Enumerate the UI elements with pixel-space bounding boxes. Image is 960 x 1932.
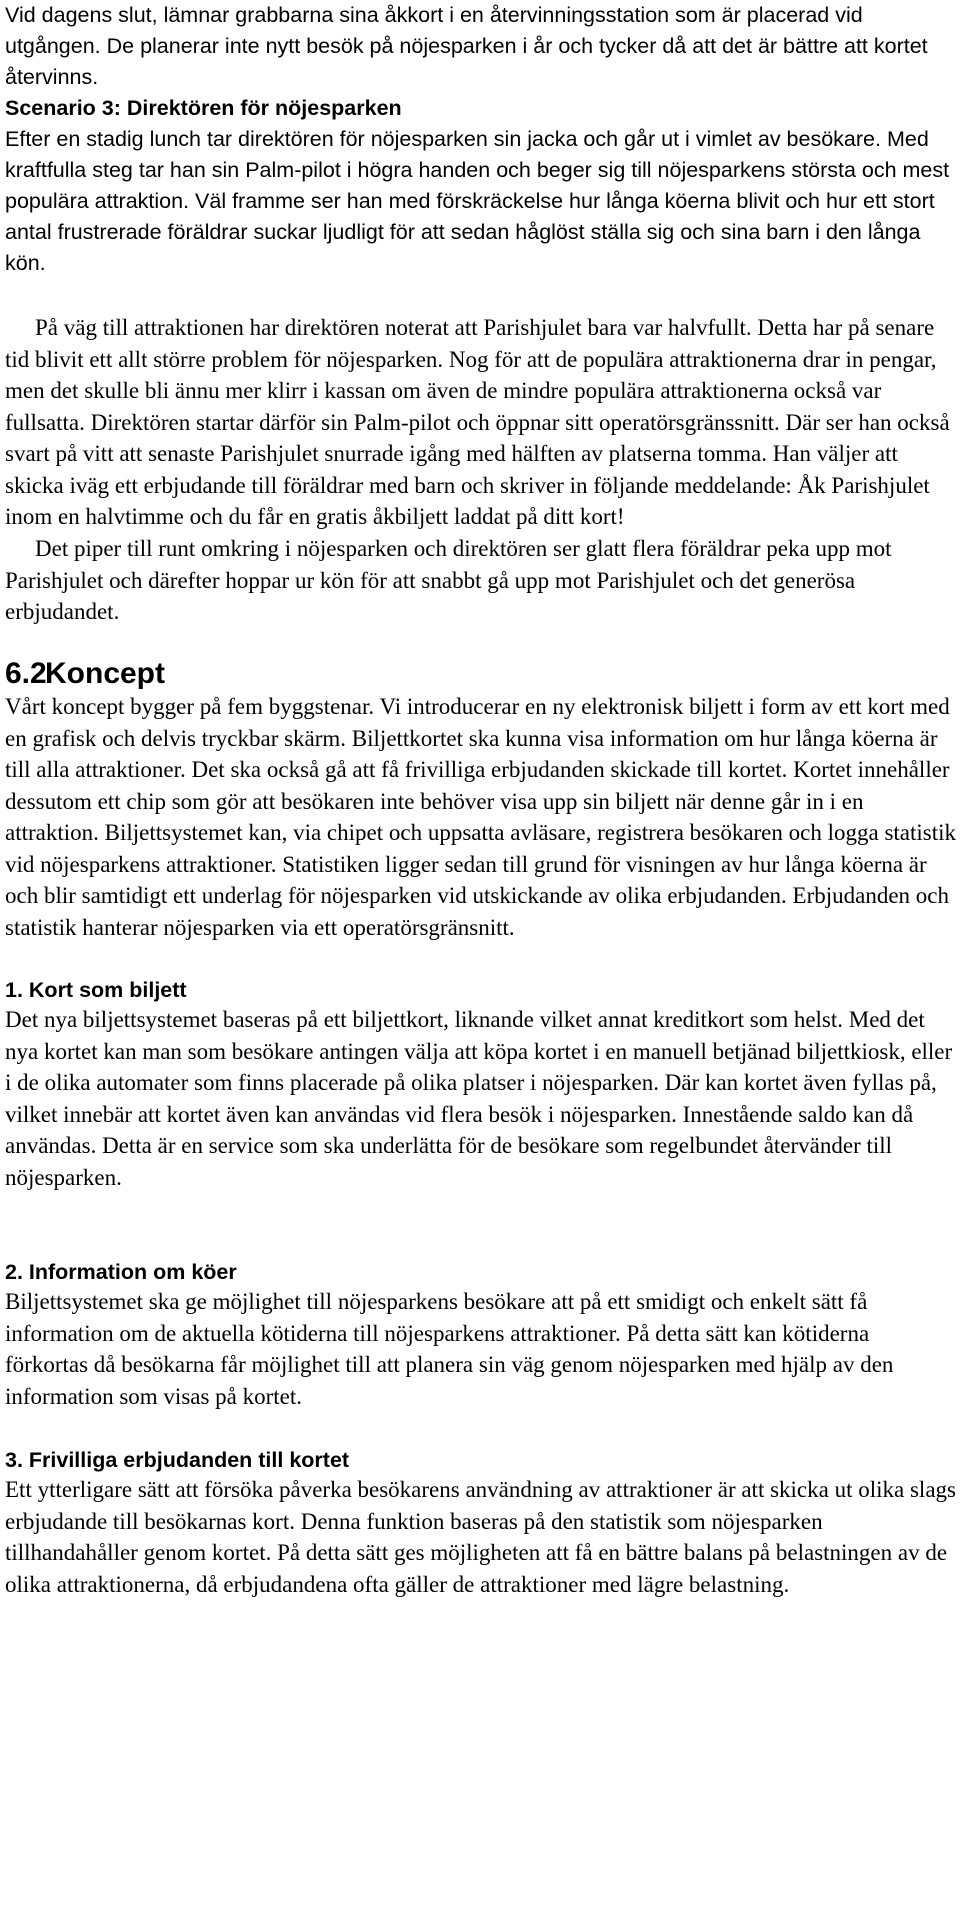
intro-paragraph: Vid dagens slut, lämnar grabbarna sina åkkort i en återvinningsstation som är placerad vid utgången. De planerar inte nytt besök på nöjesparken i år och tycker då att det är bättre att kortet återvinns.: [5, 3, 928, 89]
item-text-offers: Ett ytterligare sätt att försöka påverka besökarens användning av attraktioner är att skicka ut olika slags erbjudande till besökarnas kort. Denna funktion baseras på den statistik som nöjesparken tillhandahåller genom kortet. På detta sätt ges möjligheten att få en bättre balans på belastningen av de olika attraktionerna, då erbjudandena ofta gäller de attraktioner med lägre belastning.: [5, 1477, 956, 1597]
scenario-3-heading: Scenario 3: Direktören för nöjesparken: [5, 96, 402, 120]
section-number: 6.2: [5, 657, 47, 690]
scenario-3-paragraph-1: Efter en stadig lunch tar direktören för nöjesparken sin jacka och går ut i vimlet av besökare. Med kraftfulla steg tar han sin Palm-pilot i högra handen och beger sig till nöjesparkens största och mest populära attraktion. Väl framme ser han med förskräckelse hur långa köerna blivit och hur ett stort antal frustrerade föräldrar suckar ljudligt för att sedan håglöst ställa sig och sina barn i den långa kön.: [5, 127, 950, 275]
concept-paragraph: Vårt koncept bygger på fem byggstenar. Vi introducerar en ny elektronisk biljett i form av ett kort med en grafisk och delvis tryckbar skärm. Biljettkortet ska kunna visa information om hur långa köerna är till alla attraktioner. Det ska också gå att få frivilliga erbjudanden skickade till kortet. Kortet innehåller dessutom ett chip som gör att besökaren inte behöver visa upp sin biljett när denne går in i en attraktion. Biljettsystemet kan, via chipet och uppsatta avläsare, registrera besökaren och logga statistik vid nöjesparkens attraktioner. Statistiken ligger sedan till grund för visningen av hur långa köerna är och blir samtidigt ett underlag för nöjesparken vid utskickande av olika erbjudanden. Erbjudanden och statistik hanterar nöjesparken via ett operatörsgränsnitt.: [5, 694, 957, 940]
scenario-3-paragraph-3: Det piper till runt omkring i nöjesparken och direktören ser glatt flera föräldrar peka upp mot Parishjulet och därefter hoppar ur kön för att snabbt gå upp mot Parishjulet och det generösa erbjudandet.: [5, 536, 892, 624]
item-text-queue-info: Biljettsystemet ska ge möjlighet till nöjesparkens besökare att på ett smidigt och enkelt sätt få information om de aktuella kötiderna till nöjesparkens attraktioner. På detta sätt kan kötiderna förkortas då besökarna får möjlighet till att planera sin väg genom nöjesparken med hjälp av den information som visas på kortet.: [5, 1289, 894, 1409]
item-text-card-as-ticket: Det nya biljettsystemet baseras på ett biljettkort, liknande vilket annat kreditkort som helst. Med det nya kortet kan man som besökare antingen välja att köpa kortet i en manuell betjänad biljettkiosk, eller i de olika automater som finns placerade på olika platser i nöjesparken. Där kan kortet även fyllas på, vilket innebär att kortet även kan användas vid flera besök i nöjesparken. Innestående saldo kan då användas. Detta är en service som ska underlätta för de besökare som regelbundet återvänder till nöjesparken.: [5, 1007, 953, 1190]
section-heading-6-2: [5, 656, 957, 692]
section-title: Koncept: [45, 657, 165, 690]
item-heading-card-as-ticket: 1. Kort som biljett: [5, 978, 187, 1002]
scenario-3-paragraph-2: På väg till attraktionen har direktören noterat att Parishjulet bara var halvfullt. Detta har på senare tid blivit ett allt större problem för nöjesparken. Nog för att de populära attraktionerna drar in pengar, men det skulle bli ännu mer klirr i kassan om även de mindre populära attraktionerna också var fullsatta. Direktören startar därför sin Palm-pilot och öppnar sitt operatörsgränssnitt. Där ser han också svart på vitt att senaste Parishjulet snurrade igång med hälften av platserna tomma. Han väljer att skicka iväg ett erbjudande till föräldrar med barn och skriver in följande meddelande: Åk Parishjulet inom en halvtimme och du får en gratis åkbiljett laddat på ditt kort!: [5, 315, 950, 529]
item-heading-queue-info: 2. Information om köer: [5, 1260, 237, 1284]
item-heading-offers: 3. Frivilliga erbjudanden till kortet: [5, 1448, 350, 1472]
